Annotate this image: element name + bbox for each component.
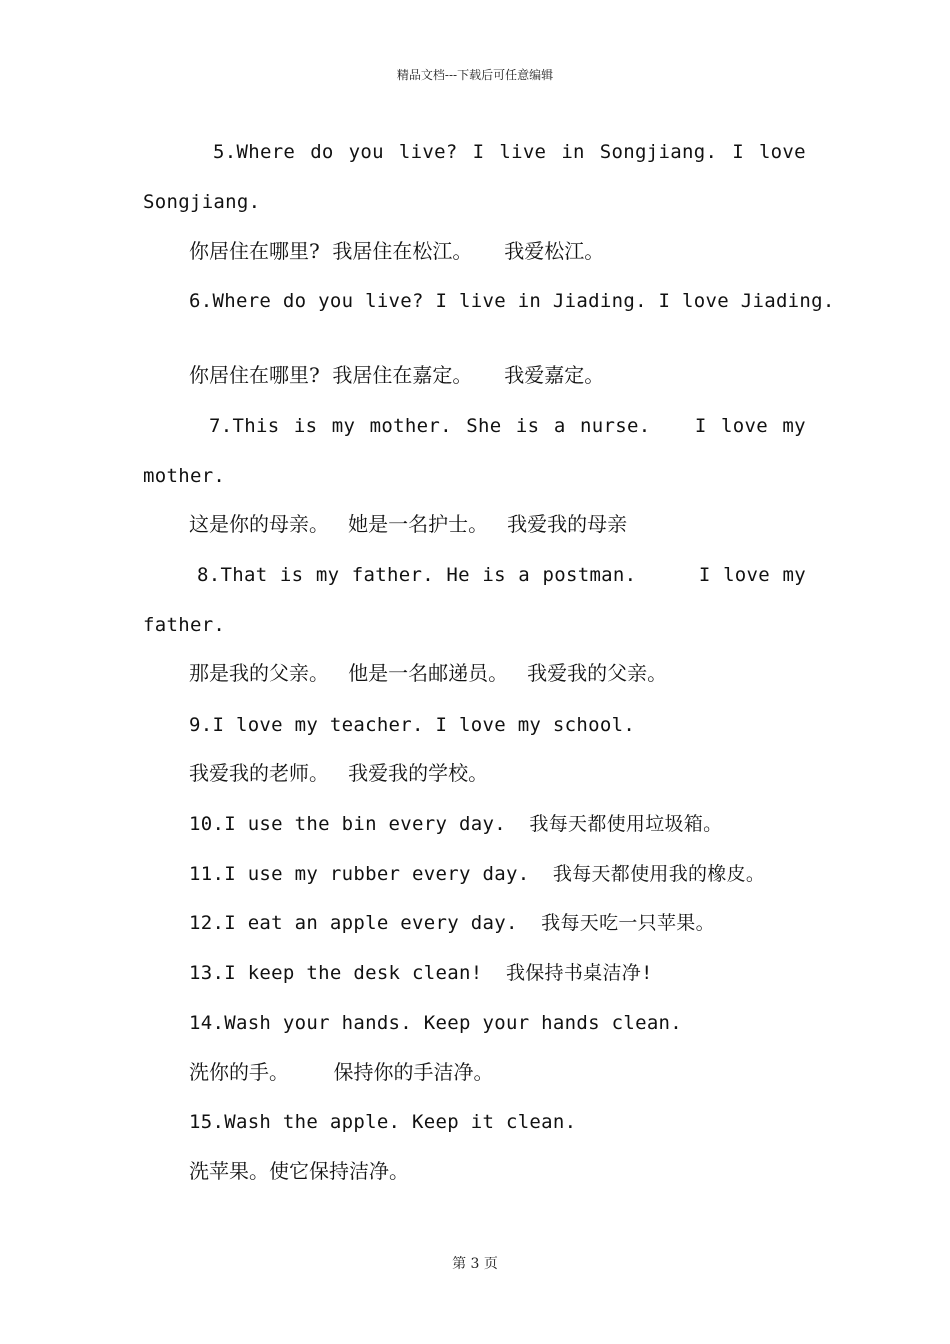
sentence-10: 10.I use the bin every day. 我每天都使用垃圾箱。 (189, 813, 723, 835)
translation-5: 你居住在哪里? 我居住在松江。 我爱松江。 (189, 239, 605, 263)
word: love (721, 415, 768, 437)
word: live (499, 141, 547, 163)
word: is (482, 564, 506, 586)
word: love (723, 564, 771, 586)
sentence-5-cont: Songjiang. (143, 191, 261, 213)
word: I (472, 141, 485, 163)
word: 7.This (209, 415, 280, 437)
word: mother. (369, 415, 452, 437)
translation-6: 你居住在哪里? 我居住在嘉定。 我爱嘉定。 (189, 363, 605, 387)
word: my (782, 564, 806, 586)
word: a (553, 415, 566, 437)
word: in (561, 141, 585, 163)
word: do (310, 141, 334, 163)
sentence-6: 6.Where do you live? I live in Jiading. I love Jiading. (189, 290, 835, 312)
page-header: 精品文档---下载后可任意编辑 (396, 68, 554, 82)
sentence-11: 11.I use my rubber every day. 我每天都使用我的橡皮。 (189, 863, 766, 885)
word: Songjiang. (599, 141, 718, 163)
translation-14: 洗你的手。 保持你的手洁净。 (189, 1060, 494, 1084)
word: I (732, 141, 744, 163)
word: my (782, 415, 806, 437)
sentence-9: 9.I love my teacher. I love my school. (189, 714, 636, 736)
word: is (279, 564, 304, 586)
page-number: 第 3 页 (452, 1256, 498, 1272)
word: 8.That (197, 564, 268, 586)
word: my (315, 564, 340, 586)
word: a (518, 564, 531, 586)
sentence-8-cont: father. (143, 614, 226, 636)
word: you (348, 141, 384, 163)
word: my (331, 415, 356, 437)
word: He (446, 564, 470, 586)
translation-9: 我爱我的老师。 我爱我的学校。 (189, 761, 489, 785)
word: She (466, 415, 502, 437)
translation-8: 那是我的父亲。 他是一名邮递员。 我爱我的父亲。 (189, 661, 668, 685)
word: father. (351, 564, 434, 586)
sentence-13: 13.I keep the desk clean! 我保持书桌洁净! (189, 962, 653, 984)
word: postman. (542, 564, 637, 586)
sentence-15: 15.Wash the apple. Keep it clean. (189, 1111, 577, 1133)
word: I (698, 564, 711, 586)
sentence-5-line (213, 138, 806, 166)
word: 5.Where (213, 141, 296, 163)
translation-15: 洗苹果。使它保持洁净。 (189, 1159, 409, 1183)
sentence-12: 12.I eat an apple every day. 我每天吃一只苹果。 (189, 912, 715, 934)
word: nurse. (580, 415, 651, 437)
word: is (515, 415, 540, 437)
sentence-14: 14.Wash your hands. Keep your hands clean. (189, 1012, 683, 1034)
sentence-7-line (209, 412, 806, 440)
sentence-7-cont: mother. (143, 465, 226, 487)
word: live? (398, 141, 458, 163)
word: is (293, 415, 318, 437)
sentence-8-line (197, 561, 806, 589)
word: love (758, 141, 806, 163)
word: I (694, 415, 707, 437)
translation-7: 这是你的母亲。 她是一名护士。 我爱我的母亲 (189, 512, 628, 536)
